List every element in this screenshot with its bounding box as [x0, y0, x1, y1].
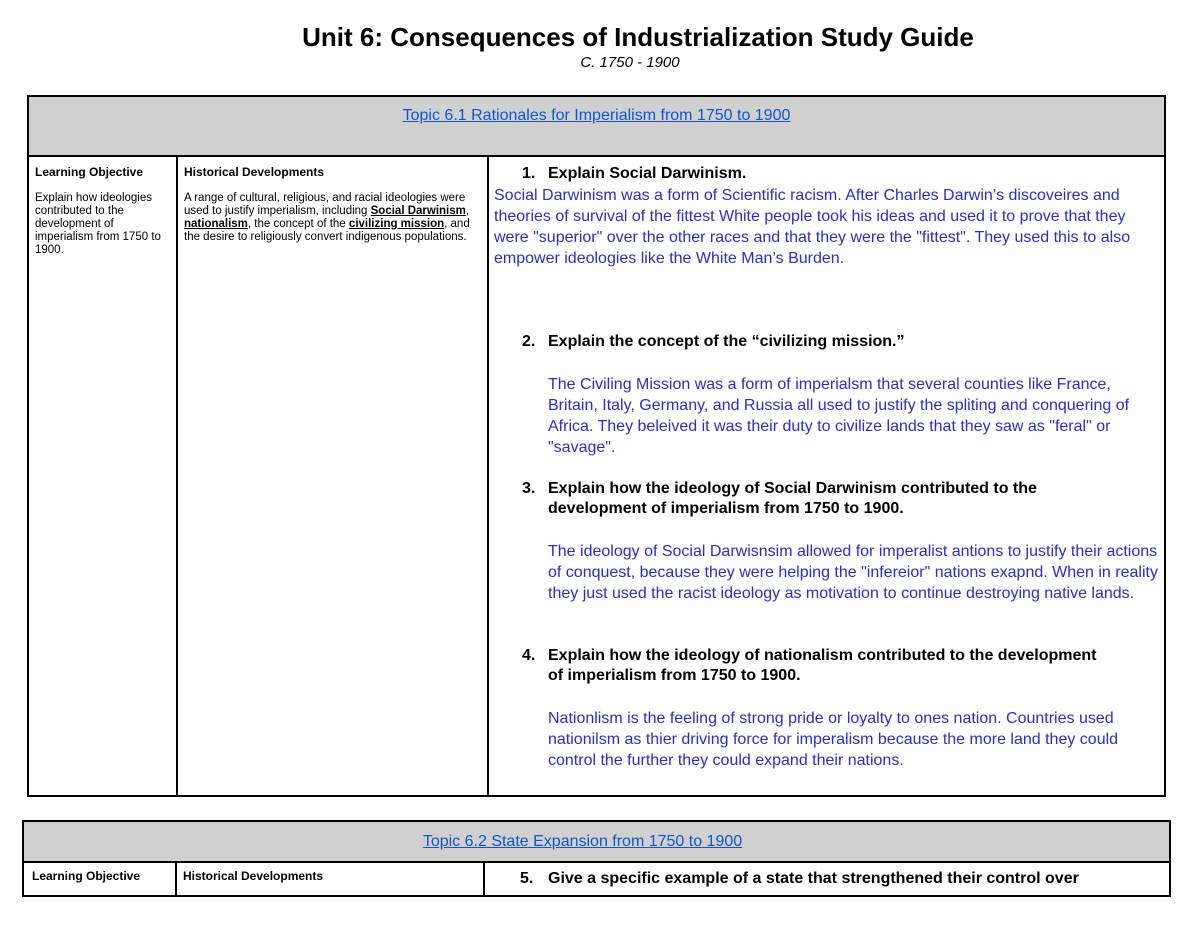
answer-2-text: The Civiling Mission was a form of imperialsm that several counties like France, Britain, Italy, Germany, and Russia all used to justify the spliting and conquering of Africa. They beleived it was their duty to civilize lands that they saw as "feral" or "savage".: [548, 376, 1130, 456]
hd-text-part: ,: [465, 205, 470, 217]
historical-developments-label: Historical Developments: [184, 165, 325, 179]
document-subtitle: C. 1750 - 1900: [580, 54, 680, 71]
historical-developments-text: [184, 192, 479, 244]
question-number: 3.: [522, 480, 536, 497]
topic-6-2-link[interactable]: Topic 6.2 State Expansion from 1750 to 1900: [422, 833, 743, 850]
hd-text-part: , and the desire to religiously convert indigenous populations.: [184, 218, 470, 243]
question-number: 4.: [522, 647, 536, 664]
answer-4-text: Nationlism is the feeling of strong pride or loyalty to ones nation. Countries used nationilsm as thier driving force for imperalism because the more land they could control the further they could expand their nations.: [548, 710, 1119, 769]
topic-6-1-header: [29, 97, 1164, 157]
topic-6-2-header: [24, 822, 1169, 863]
term-social-darwinism: Social Darwinism: [370, 205, 466, 217]
column-divider: [175, 861, 177, 895]
learning-objective-text: Explain how ideologies contributed to the development of imperialism from 1750 to 1900.: [35, 192, 161, 256]
column-divider: [487, 155, 489, 795]
question-number: 2.: [522, 333, 536, 350]
question-number: 1.: [522, 165, 536, 182]
column-divider: [176, 155, 178, 795]
learning-objective-label: Learning Objective: [35, 165, 144, 179]
question-3-text: Explain how the ideology of Social Darwinism contributed to the development of imperialism from 1750 to 1900.: [548, 480, 1037, 517]
term-nationalism: nationalism: [184, 218, 248, 230]
topic-6-1-link[interactable]: Topic 6.1 Rationales for Imperialism from 1750 to 1900: [402, 107, 791, 124]
answer-1-text: Social Darwinism was a form of Scientific racism. After Charles Darwin’s discoveires and theories of survival of the fittest White people took his ideas and used it to prove that they were "superior" over the other races and that they were the "fittest". They used this to also empower ideologies like the White Man’s Burden.: [494, 187, 1131, 267]
questions-column: [491, 155, 1164, 795]
column-divider: [483, 861, 485, 895]
topic-6-2-table: [22, 820, 1171, 897]
learning-objective-column: [35, 165, 173, 257]
topic-6-1-table: [27, 95, 1166, 797]
question-number: 5.: [520, 870, 534, 887]
answer-3-text: The ideology of Social Darwisnsim allowed for imperalist antions to justify their actions of conquest, because they were helping the "infereior" nations exapnd. When in reality they just used the racist ideology as motivation to continue destroying native lands.: [548, 543, 1158, 602]
question-4-text: Explain how the ideology of nationalism contributed to the development of imperialism from 1750 to 1900.: [548, 647, 1097, 684]
learning-objective-label: Learning Objective: [32, 869, 141, 883]
hd-text-part: , the concept of the: [247, 218, 349, 230]
document-title: Unit 6: Consequences of Industrialization Study Guide: [302, 22, 974, 52]
question-1-text: Explain Social Darwinism.: [548, 165, 747, 182]
question-5-text: Give a specific example of a state that strengthened their control over: [548, 870, 1079, 887]
question-2-text: Explain the concept of the “civilizing mission.”: [548, 333, 905, 350]
term-civilizing-mission: civilizing mission: [348, 218, 445, 230]
hd-text-part: A range of cultural, religious, and racial ideologies were used to justify imperialism, including: [184, 192, 466, 217]
historical-developments-label: Historical Developments: [183, 869, 324, 883]
historical-developments-column: [184, 165, 479, 244]
